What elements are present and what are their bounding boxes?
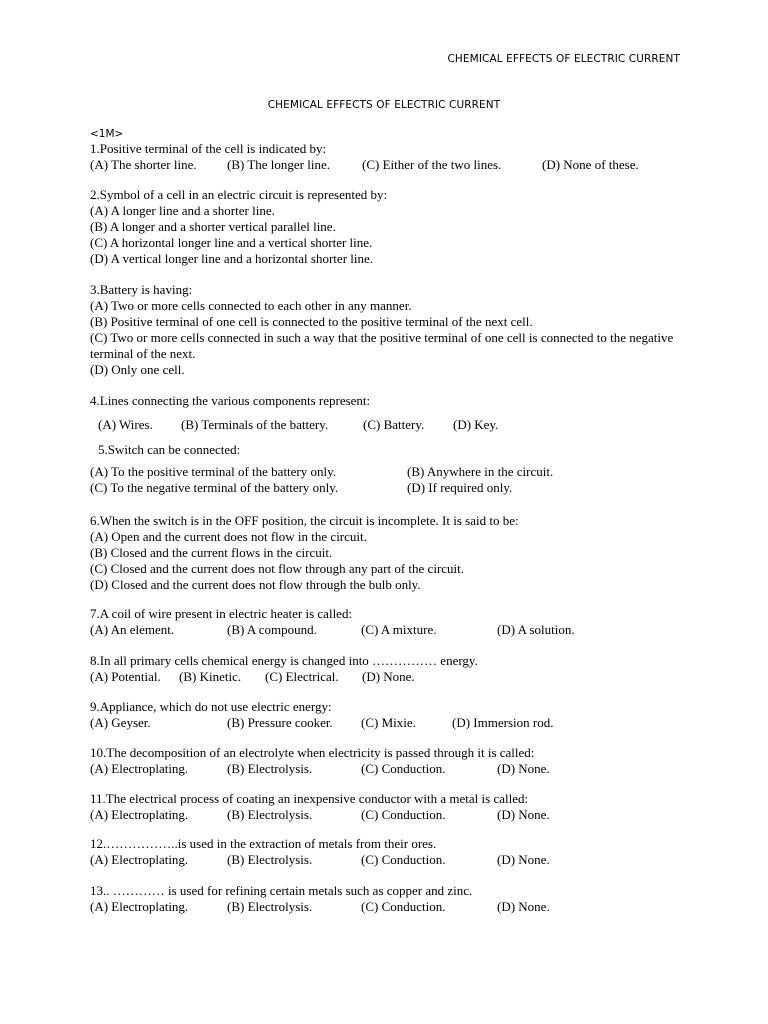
- option-c: (C) Conduction.: [361, 807, 446, 822]
- option-a: (A) Electroplating.: [90, 807, 189, 822]
- option-c: (C) Battery.: [363, 417, 425, 432]
- option-a: (A) Two or more cells connected to each other in any manner.: [90, 298, 412, 313]
- option-b: (B) Pressure cooker.: [227, 715, 333, 730]
- option-d: (D) None.: [497, 761, 550, 776]
- option-a: (A) Electroplating.: [90, 852, 189, 867]
- running-header: CHEMICAL EFFECTS OF ELECTRIC CURRENT: [447, 53, 680, 65]
- option-a: (A) To the positive terminal of the battery only.: [90, 464, 337, 479]
- option-b: (B) A longer and a shorter vertical parallel line.: [90, 219, 336, 234]
- option-d: (D) None of these.: [542, 157, 639, 172]
- question-10: [90, 745, 550, 777]
- question-text: 11.The electrical process of coating an inexpensive conductor with a metal is called:: [90, 791, 529, 806]
- option-c: (C) Mixie.: [361, 715, 416, 730]
- page-title: CHEMICAL EFFECTS OF ELECTRIC CURRENT: [267, 99, 501, 111]
- marks-label: <1M>: [90, 128, 124, 140]
- option-b: (B) Terminals of the battery.: [181, 417, 329, 432]
- option-d: (D) A vertical longer line and a horizontal shorter line.: [90, 251, 374, 266]
- question-text: 5.Switch can be connected:: [98, 442, 241, 457]
- option-d: (D) None.: [497, 852, 550, 867]
- question-text: 10.The decomposition of an electrolyte when electricity is passed through it is called:: [90, 745, 535, 760]
- option-a: (A) Electroplating.: [90, 761, 189, 776]
- question-6: [90, 513, 519, 593]
- option-a: (A) A longer line and a shorter line.: [90, 203, 275, 218]
- question-text: 12.……………..is used in the extraction of metals from their ores.: [90, 836, 437, 851]
- option-d: (D) A solution.: [497, 622, 575, 637]
- question-13: [90, 883, 550, 915]
- option-c: (C) Electrical.: [265, 669, 339, 684]
- question-text: 4.Lines connecting the various components represent:: [90, 393, 371, 408]
- question-7: [90, 606, 575, 638]
- option-b: (B) Electrolysis.: [227, 807, 313, 822]
- option-b: (B) Electrolysis.: [227, 761, 313, 776]
- option-d: (D) Immersion rod.: [452, 715, 554, 730]
- option-d: (D) Only one cell.: [90, 362, 185, 377]
- question-11: [90, 791, 550, 823]
- option-d: (D) None.: [362, 669, 415, 684]
- question-3: [90, 282, 680, 378]
- option-d: (D) Key.: [453, 417, 499, 432]
- option-a: (A) Open and the current does not flow in the circuit.: [90, 529, 367, 544]
- question-4: [90, 393, 499, 433]
- question-text: 13.. ………… is used for refining certain metals such as copper and zinc.: [90, 883, 473, 898]
- option-c: (C) A mixture.: [361, 622, 437, 637]
- question-text: 8.In all primary cells chemical energy is changed into …………… energy.: [90, 653, 478, 668]
- option-a: (A) The shorter line.: [90, 157, 197, 172]
- question-text: 3.Battery is having:: [90, 282, 193, 297]
- option-b: (B) Anywhere in the circuit.: [407, 464, 554, 479]
- option-c: (C) To the negative terminal of the battery only.: [90, 480, 339, 495]
- option-b: (B) Electrolysis.: [227, 899, 313, 914]
- option-b: (B) Kinetic.: [179, 669, 242, 684]
- option-c: (C) Conduction.: [361, 852, 446, 867]
- question-text: 2.Symbol of a cell in an electric circuit is represented by:: [90, 187, 388, 202]
- option-d: (D) None.: [497, 807, 550, 822]
- option-c: (C) Conduction.: [361, 899, 446, 914]
- question-text: 7.A coil of wire present in electric heater is called:: [90, 606, 353, 621]
- option-a: (A) Geyser.: [90, 715, 151, 730]
- option-c: (C) Either of the two lines.: [362, 157, 502, 172]
- option-a: (A) Electroplating.: [90, 899, 189, 914]
- question-12: [90, 836, 550, 868]
- question-8: [90, 653, 478, 685]
- option-c: (C) Conduction.: [361, 761, 446, 776]
- option-b: (B) A compound.: [227, 622, 317, 637]
- option-d: (D) None.: [497, 899, 550, 914]
- option-b: (B) The longer line.: [227, 157, 331, 172]
- question-text: 9.Appliance, which do not use electric energy:: [90, 699, 332, 714]
- question-1: [90, 141, 639, 173]
- option-c: (C) Closed and the current does not flow through any part of the circuit.: [90, 561, 465, 576]
- option-a: (A) Potential.: [90, 669, 161, 684]
- option-d: (D) Closed and the current does not flow through the bulb only.: [90, 577, 421, 592]
- question-text: 1.Positive terminal of the cell is indicated by:: [90, 141, 327, 156]
- option-d: (D) If required only.: [407, 480, 513, 495]
- option-b: (B) Positive terminal of one cell is connected to the positive terminal of the next cell.: [90, 314, 533, 329]
- option-c: (C) Two or more cells connected in such a way that the positive terminal of one cell is connected to the negative terminal of the next.: [90, 330, 674, 361]
- option-a: (A) Wires.: [98, 417, 153, 432]
- option-b: (B) Electrolysis.: [227, 852, 313, 867]
- option-b: (B) Closed and the current flows in the circuit.: [90, 545, 333, 560]
- question-9: [90, 699, 554, 731]
- option-c: (C) A horizontal longer line and a vertical shorter line.: [90, 235, 373, 250]
- question-5: [90, 442, 554, 496]
- question-text: 6.When the switch is in the OFF position, the circuit is incomplete. It is said to be:: [90, 513, 519, 528]
- option-a: (A) An element.: [90, 622, 175, 637]
- question-2: [90, 187, 387, 267]
